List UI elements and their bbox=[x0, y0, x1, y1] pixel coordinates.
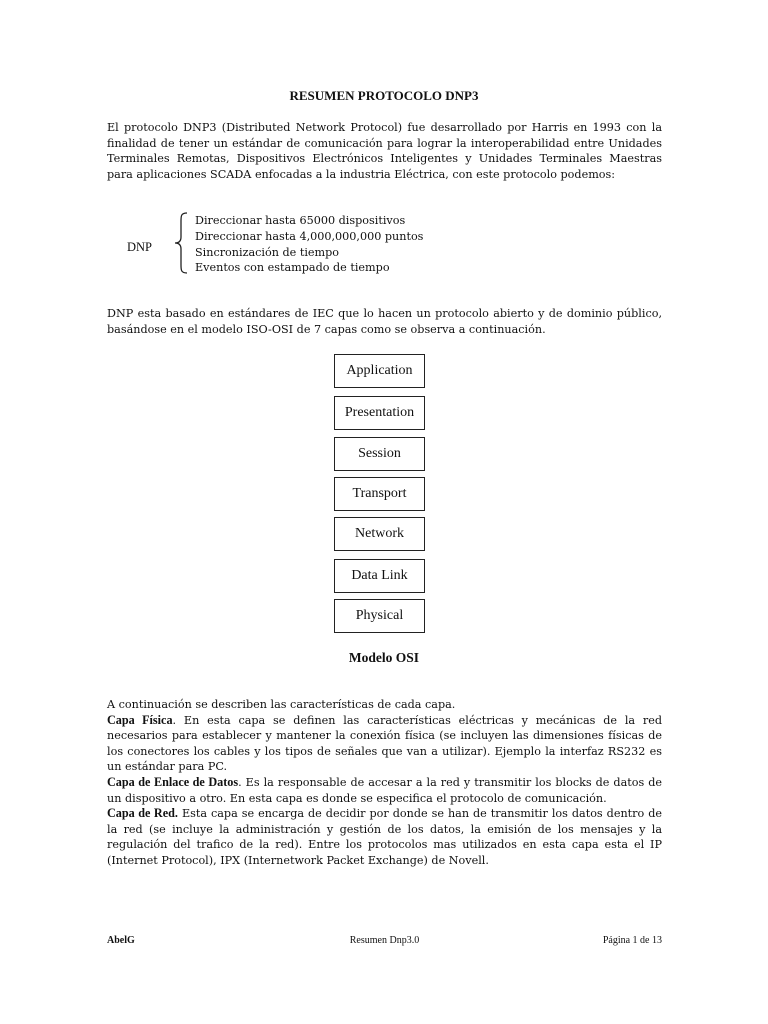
network-layer-text: Esta capa se encarga de decidir por donde se han de transmitir los datos dentro de la red (se incluye la administración y gestión de los datos, la emisión de los mensajes y la regulación del trafico de la red). Entre los protocolos mas utilizados en esta capa esta el IP (Internet Protocol), IPX (Internetwork Packet Exchange) de Novell. bbox=[107, 807, 662, 867]
page-footer bbox=[107, 935, 662, 951]
list-item: Direccionar hasta 4,000,000,000 puntos bbox=[195, 229, 424, 243]
osi-layer-presentation: Presentation bbox=[334, 396, 425, 430]
osi-layer-data-link: Data Link bbox=[334, 559, 425, 593]
osi-layer-network: Network bbox=[334, 517, 425, 551]
dnp-capabilities-list bbox=[195, 213, 423, 276]
osi-caption: Modelo OSI bbox=[348, 650, 420, 665]
list-item: Eventos con estampado de tiempo bbox=[195, 261, 390, 275]
layers-intro: A continuación se describen las características de cada capa. bbox=[107, 698, 456, 711]
footer-author: AbelG bbox=[107, 935, 135, 946]
footer-document-name: Resumen Dnp3.0 bbox=[349, 935, 420, 946]
document-title: RESUMEN PROTOCOLO DNP3 bbox=[289, 88, 479, 103]
osi-layer-transport: Transport bbox=[334, 477, 425, 511]
osi-layer-session: Session bbox=[334, 437, 425, 471]
iec-paragraph: DNP esta basado en estándares de IEC que lo hacen un protocolo abierto y de dominio público, basándose en el modelo ISO-OSI de 7 capas como se observa a continuación. bbox=[107, 307, 662, 336]
osi-layer-physical: Physical bbox=[334, 599, 425, 633]
list-item: Sincronización de tiempo bbox=[195, 245, 340, 259]
osi-layer-application: Application bbox=[334, 354, 425, 388]
network-layer-paragraph bbox=[107, 806, 662, 868]
physical-layer-title: Capa Física bbox=[107, 712, 173, 727]
intro-paragraph: El protocolo DNP3 (Distributed Network Protocol) fue desarrollado por Harris en 1993 con la finalidad de tener un estándar de comunicación para lograr la interoperabilidad entre Unidades Terminales Remotas, Dispositivos Electrónicos Inteligentes y Unidades Terminales Maestras para aplicaciones SCADA enfocadas a la industria Eléctrica, con este protocolo podemos: bbox=[107, 121, 662, 181]
dnp-label: DNP bbox=[127, 240, 153, 254]
physical-layer-text: . En esta capa se definen las características eléctricas y mecánicas de la red necesarios para establecer y mantener la conexión física (se incluyen las dimensiones físicas de los conectores los cables y los tipos de señales que van a utilizar). Ejemplo la interfaz RS232 es un estándar para PC. bbox=[107, 713, 663, 774]
layers-description bbox=[107, 697, 662, 869]
list-item: Direccionar hasta 65000 dispositivos bbox=[195, 214, 406, 227]
datalink-layer-text: . Es la responsable de accesar a la red y transmitir los blocks de datos de un dispositivo a otro. En esta capa es donde se especifica el protocolo de comunicación. bbox=[107, 775, 662, 805]
datalink-layer-title: Capa de Enlace de Datos bbox=[107, 774, 239, 789]
datalink-layer-paragraph bbox=[107, 775, 662, 806]
network-layer-title: Capa de Red. bbox=[107, 806, 178, 821]
footer-page-number: Página 1 de 13 bbox=[602, 935, 662, 946]
physical-layer-paragraph bbox=[107, 713, 662, 775]
curly-brace-icon bbox=[173, 212, 191, 274]
